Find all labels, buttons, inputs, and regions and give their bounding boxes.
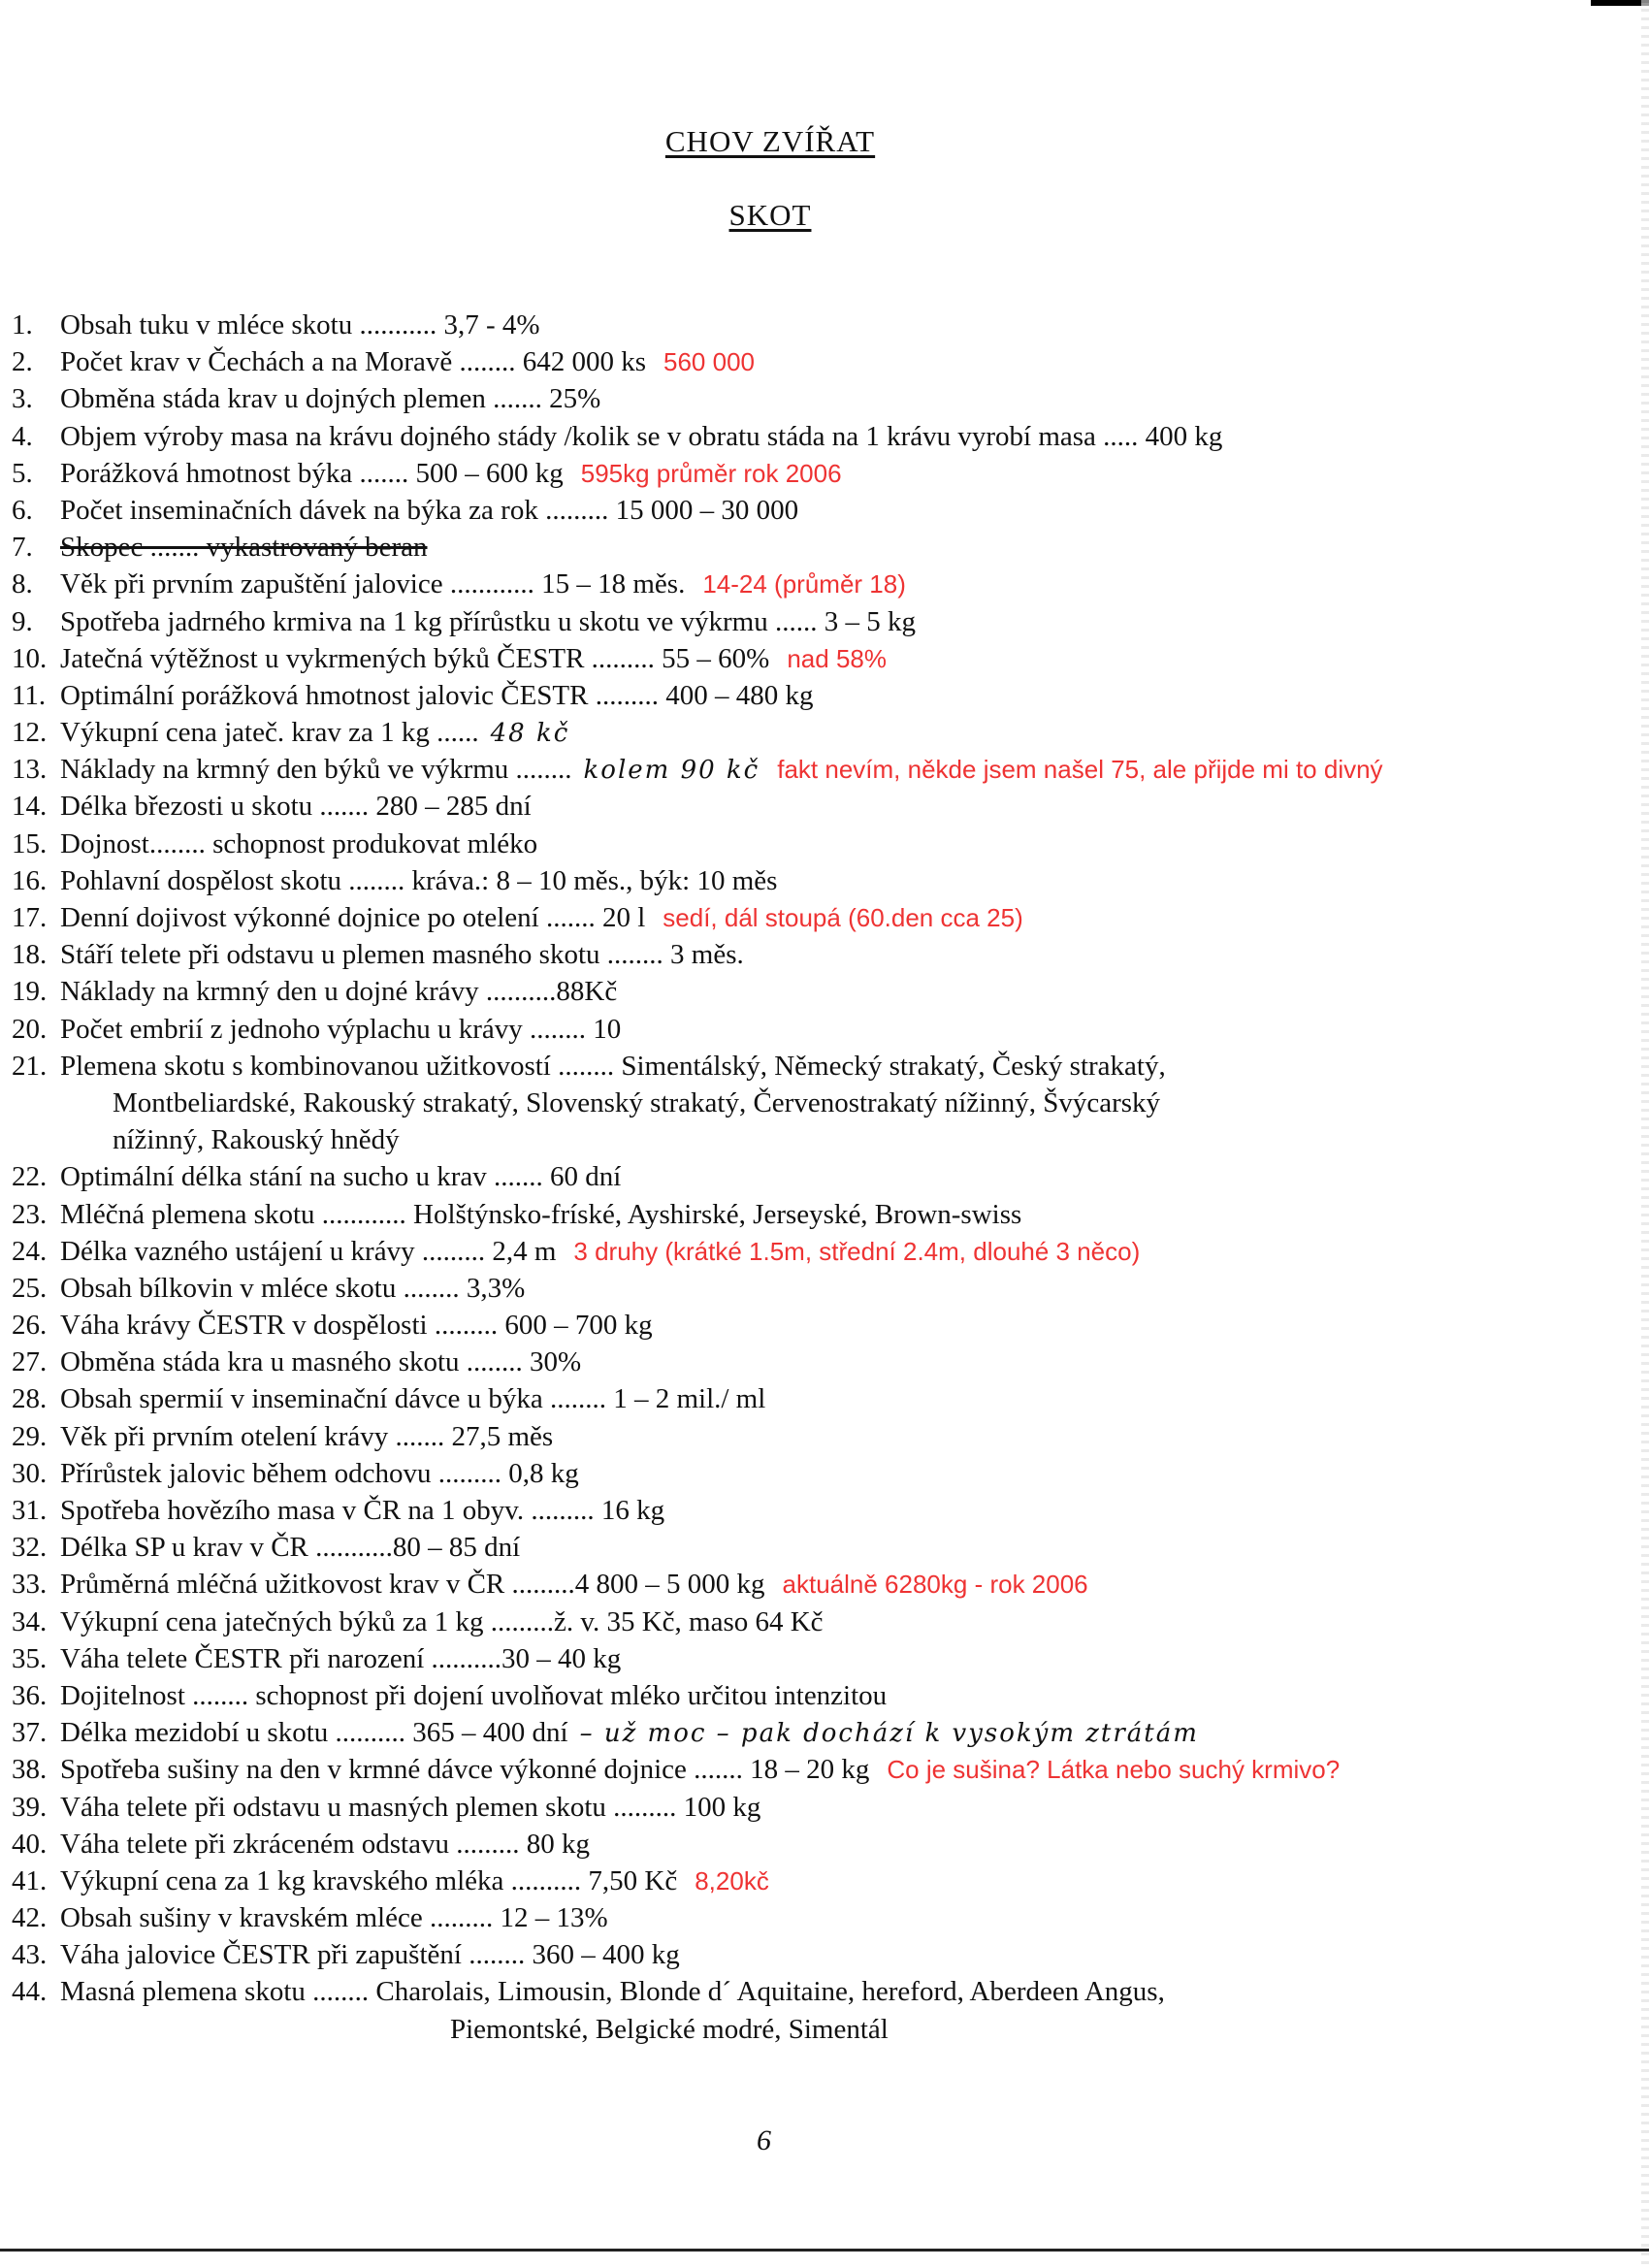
scan-edge-mark: [1591, 0, 1649, 6]
item-number: 25.: [12, 1272, 48, 1304]
list-item: [12, 603, 1641, 640]
list-item: [12, 1863, 1641, 1899]
item-text: Délka březosti u skotu ....... 280 – 285 dní: [60, 791, 532, 823]
item-number: 34.: [12, 1605, 48, 1637]
item-text: Obsah bílkovin v mléce skotu ........ 3,3%: [60, 1272, 526, 1304]
list-item: [12, 1085, 1641, 1121]
list-item: [12, 751, 1641, 788]
list-item: [12, 1826, 1641, 1863]
item-number: 41.: [12, 1864, 48, 1896]
item-text: Délka SP u krav v ČR ...........80 – 85 dní: [60, 1532, 521, 1564]
item-text: Počet embrií z jednoho výplachu u krávy ........ 10: [60, 1013, 622, 1045]
list-item: [12, 862, 1641, 899]
item-number: 12.: [12, 717, 48, 749]
list-item: [12, 1048, 1641, 1085]
item-text: Mléčná plemena skotu ............ Holštýnsko-fríské, Ayshirské, Jerseyské, Brown-swiss: [60, 1198, 1022, 1230]
item-text: Obměna stáda kra u masného skotu ........ 30%: [60, 1346, 582, 1378]
item-number: 21.: [12, 1050, 48, 1082]
item-text: Spotřeba hovězího masa v ČR na 1 obyv. ......... 16 kg: [60, 1495, 665, 1526]
item-number: 35.: [12, 1642, 48, 1674]
list-item: [12, 1566, 1641, 1603]
item-text: Dojitelnost ........ schopnost při dojení uvolňovat mléko určitou intenzitou: [60, 1679, 888, 1711]
item-number: 38.: [12, 1754, 48, 1786]
item-text: Náklady na krmný den u dojné krávy ..........88Kč: [60, 976, 618, 1008]
list-item: [12, 1936, 1641, 1973]
item-text: Váha telete při zkráceném odstavu ......... 80 kg: [60, 1828, 590, 1860]
page-subtitle: SKOT: [728, 198, 812, 232]
item-text: Spotřeba jadrného krmiva na 1 kg přírůstku u skotu ve výkrmu ...... 3 – 5 kg: [60, 605, 916, 637]
red-annotation: 560 000: [663, 347, 755, 377]
item-number: 4.: [12, 420, 33, 452]
list-item: [12, 1344, 1641, 1380]
item-number: 11.: [12, 679, 47, 711]
item-text: Váha telete při odstavu u masných plemen skotu ......... 100 kg: [60, 1791, 761, 1823]
item-number: 14.: [12, 791, 48, 823]
item-text: Optimální délka stání na sucho u krav ....... 60 dní: [60, 1161, 622, 1193]
item-number: 26.: [12, 1310, 48, 1342]
handwritten-answer: kolem 90 kč: [583, 756, 760, 786]
list-item: [12, 973, 1641, 1010]
item-number: 39.: [12, 1791, 48, 1823]
item-text: Váha jalovice ČESTR při zapuštění ........ 360 – 400 kg: [60, 1939, 680, 1971]
list-item: [12, 343, 1641, 380]
item-number: 36.: [12, 1679, 48, 1711]
list-item: [12, 826, 1641, 862]
item-number: 22.: [12, 1161, 48, 1193]
item-text: Délka mezidobí u skotu .......... 365 – 400 dní: [60, 1717, 568, 1749]
item-number: 1.: [12, 309, 33, 340]
list-item: [12, 1121, 1641, 1158]
list-item: [12, 1973, 1641, 2010]
item-number: 29.: [12, 1420, 48, 1452]
item-text: Skopec ....... vykastrovaný beran: [60, 532, 428, 564]
list-item: [12, 1751, 1641, 1788]
item-text: Dojnost........ schopnost produkovat mléko: [60, 827, 538, 859]
item-text: Masná plemena skotu ........ Charolais, Limousin, Blonde d´ Aquitaine, hereford, Aberdeen Angus,: [60, 1976, 1165, 2008]
item-text: Pohlavní dospělost skotu ........ kráva.: 8 – 10 měs., býk: 10 měs: [60, 864, 778, 896]
item-text: Délka vazného ustájení u krávy ......... 2,4 m: [60, 1235, 557, 1267]
red-annotation: sedí, dál stoupá (60.den cca 25): [663, 903, 1023, 932]
item-number: 44.: [12, 1976, 48, 2008]
list-item: [12, 936, 1641, 973]
item-number: 33.: [12, 1569, 48, 1601]
item-number: 32.: [12, 1532, 48, 1564]
list-item: [12, 1196, 1641, 1233]
item-text: Obměna stáda krav u dojných plemen ....... 25%: [60, 383, 601, 415]
item-text: Jatečná výtěžnost u vykrmených býků ČESTR ......... 55 – 60%: [60, 642, 770, 674]
list-item: [12, 1604, 1641, 1640]
red-annotation: 595kg průměr rok 2006: [580, 458, 842, 488]
list-item: [12, 714, 1641, 751]
item-number: 43.: [12, 1939, 48, 1971]
item-number: 17.: [12, 902, 48, 933]
item-number: 2.: [12, 346, 33, 378]
handwritten-answer: 48 kč: [490, 719, 570, 749]
item-number: 40.: [12, 1828, 48, 1860]
item-text: Věk při prvním otelení krávy ....... 27,5 měs: [60, 1420, 554, 1452]
item-text: Přírůstek jalovic během odchovu ......... 0,8 kg: [60, 1457, 579, 1489]
red-annotation: nad 58%: [787, 643, 887, 673]
item-text: Váha krávy ČESTR v dospělosti ......... 600 – 700 kg: [60, 1310, 653, 1342]
list-item: [12, 566, 1641, 602]
list-item: [12, 1380, 1641, 1417]
item-text: Váha telete ČESTR při narození ..........30 – 40 kg: [60, 1642, 622, 1674]
item-text: Optimální porážková hmotnost jalovic ČESTR ......... 400 – 480 kg: [60, 679, 814, 711]
list-item: [12, 380, 1641, 417]
list-item: [12, 1640, 1641, 1677]
item-text: nížinný, Rakouský hnědý: [113, 1124, 400, 1156]
list-item: [12, 1899, 1641, 1936]
item-text: Denní dojivost výkonné dojnice po otelení ....... 20 l: [60, 902, 646, 933]
item-number: 9.: [12, 605, 33, 637]
list-item: [12, 1418, 1641, 1455]
item-number: 3.: [12, 383, 33, 415]
list-item: [12, 788, 1641, 825]
list-item: [12, 640, 1641, 677]
list-item: [12, 1158, 1641, 1195]
item-text: Výkupní cena jatečných býků za 1 kg .........ž. v. 35 Kč, maso 64 Kč: [60, 1605, 824, 1637]
item-number: 24.: [12, 1235, 48, 1267]
item-number: 31.: [12, 1495, 48, 1526]
item-number: 13.: [12, 754, 48, 786]
red-annotation: 3 druhy (krátké 1.5m, střední 2.4m, dlouhé 3 něco): [573, 1236, 1141, 1266]
item-number: 6.: [12, 494, 33, 526]
item-text: Výkupní cena jateč. krav za 1 kg ......: [60, 717, 479, 749]
list-item: [12, 1492, 1641, 1529]
page-number: 6: [757, 2124, 771, 2156]
list-item: [12, 1677, 1641, 1714]
list-item: [12, 307, 1641, 343]
item-number: 15.: [12, 827, 48, 859]
list-item: [12, 1789, 1641, 1826]
item-text: Výkupní cena za 1 kg kravského mléka .......... 7,50 Kč: [60, 1864, 678, 1896]
red-annotation: 14-24 (průměr 18): [702, 569, 906, 599]
item-number: 42.: [12, 1902, 48, 1934]
item-text: Piemontské, Belgické modré, Simentál: [450, 2013, 889, 2045]
list-item: [12, 1307, 1641, 1344]
handwritten-answer: – už moc – pak dochází k vysokým ztrátám: [579, 1719, 1199, 1749]
item-number: 20.: [12, 1013, 48, 1045]
list-item: [12, 1011, 1641, 1048]
item-text: Počet inseminačních dávek na býka za rok ......... 15 000 – 30 000: [60, 494, 799, 526]
red-annotation: 8,20kč: [695, 1865, 769, 1895]
item-text: Průměrná mléčná užitkovost krav v ČR .........4 800 – 5 000 kg: [60, 1569, 765, 1601]
question-list: [12, 307, 1641, 2048]
item-number: 10.: [12, 642, 48, 674]
item-number: 27.: [12, 1346, 48, 1378]
list-item: [12, 1270, 1641, 1307]
item-number: 7.: [12, 532, 33, 564]
item-number: 30.: [12, 1457, 48, 1489]
list-item: [12, 1455, 1641, 1492]
item-text: Plemena skotu s kombinovanou užitkovostí ........ Simentálský, Německý strakatý, Český strakatý,: [60, 1050, 1166, 1082]
item-text: Obsah spermií v inseminační dávce u býka ........ 1 – 2 mil./ ml: [60, 1383, 766, 1415]
item-text: Stáří telete při odstavu u plemen masného skotu ........ 3 měs.: [60, 939, 744, 971]
item-text: Montbeliardské, Rakouský strakatý, Slovenský strakatý, Červenostrakatý nížinný, Švýcarský: [113, 1086, 1161, 1118]
scan-bottom-line: [0, 2249, 1649, 2252]
item-text: Porážková hmotnost býka ....... 500 – 600 kg: [60, 457, 564, 489]
list-item: [12, 455, 1641, 492]
item-text: Věk při prvním zapuštění jalovice ............ 15 – 18 měs.: [60, 568, 686, 600]
page-title: CHOV ZVÍŘAT: [664, 124, 876, 158]
item-text: Obsah tuku v mléce skotu ........... 3,7 - 4%: [60, 309, 540, 340]
item-number: 23.: [12, 1198, 48, 1230]
item-text: Objem výroby masa na krávu dojného stády /kolik se v obratu stáda na 1 krávu vyrobí masa ..... 400 kg: [60, 420, 1223, 452]
item-number: 8.: [12, 568, 33, 600]
item-text: Náklady na krmný den býků ve výkrmu ........: [60, 754, 572, 786]
red-annotation: aktuálně 6280kg - rok 2006: [782, 1570, 1088, 1600]
item-text: Obsah sušiny v kravském mléce ......... 12 – 13%: [60, 1902, 608, 1934]
item-text: Počet krav v Čechách a na Moravě ........ 642 000 ks: [60, 346, 647, 378]
list-item: [12, 899, 1641, 936]
list-item: [12, 492, 1641, 529]
item-number: 18.: [12, 939, 48, 971]
item-number: 37.: [12, 1717, 48, 1749]
list-item: [12, 418, 1641, 455]
item-number: 28.: [12, 1383, 48, 1415]
scan-edge-noise: [1641, 0, 1649, 2268]
list-item: [12, 1529, 1641, 1566]
item-number: 16.: [12, 864, 48, 896]
red-annotation: fakt nevím, někde jsem našel 75, ale přijde mi to divný: [777, 755, 1383, 785]
item-number: 5.: [12, 457, 33, 489]
list-item: [12, 529, 1641, 566]
list-item: [12, 2011, 1641, 2048]
list-item: [12, 1233, 1641, 1270]
item-text: Spotřeba sušiny na den v krmné dávce výkonné dojnice ....... 18 – 20 kg: [60, 1754, 870, 1786]
list-item: [12, 677, 1641, 714]
red-annotation: Co je sušina? Látka nebo suchý krmivo?: [887, 1755, 1341, 1785]
item-number: 19.: [12, 976, 48, 1008]
list-item: [12, 1714, 1641, 1751]
